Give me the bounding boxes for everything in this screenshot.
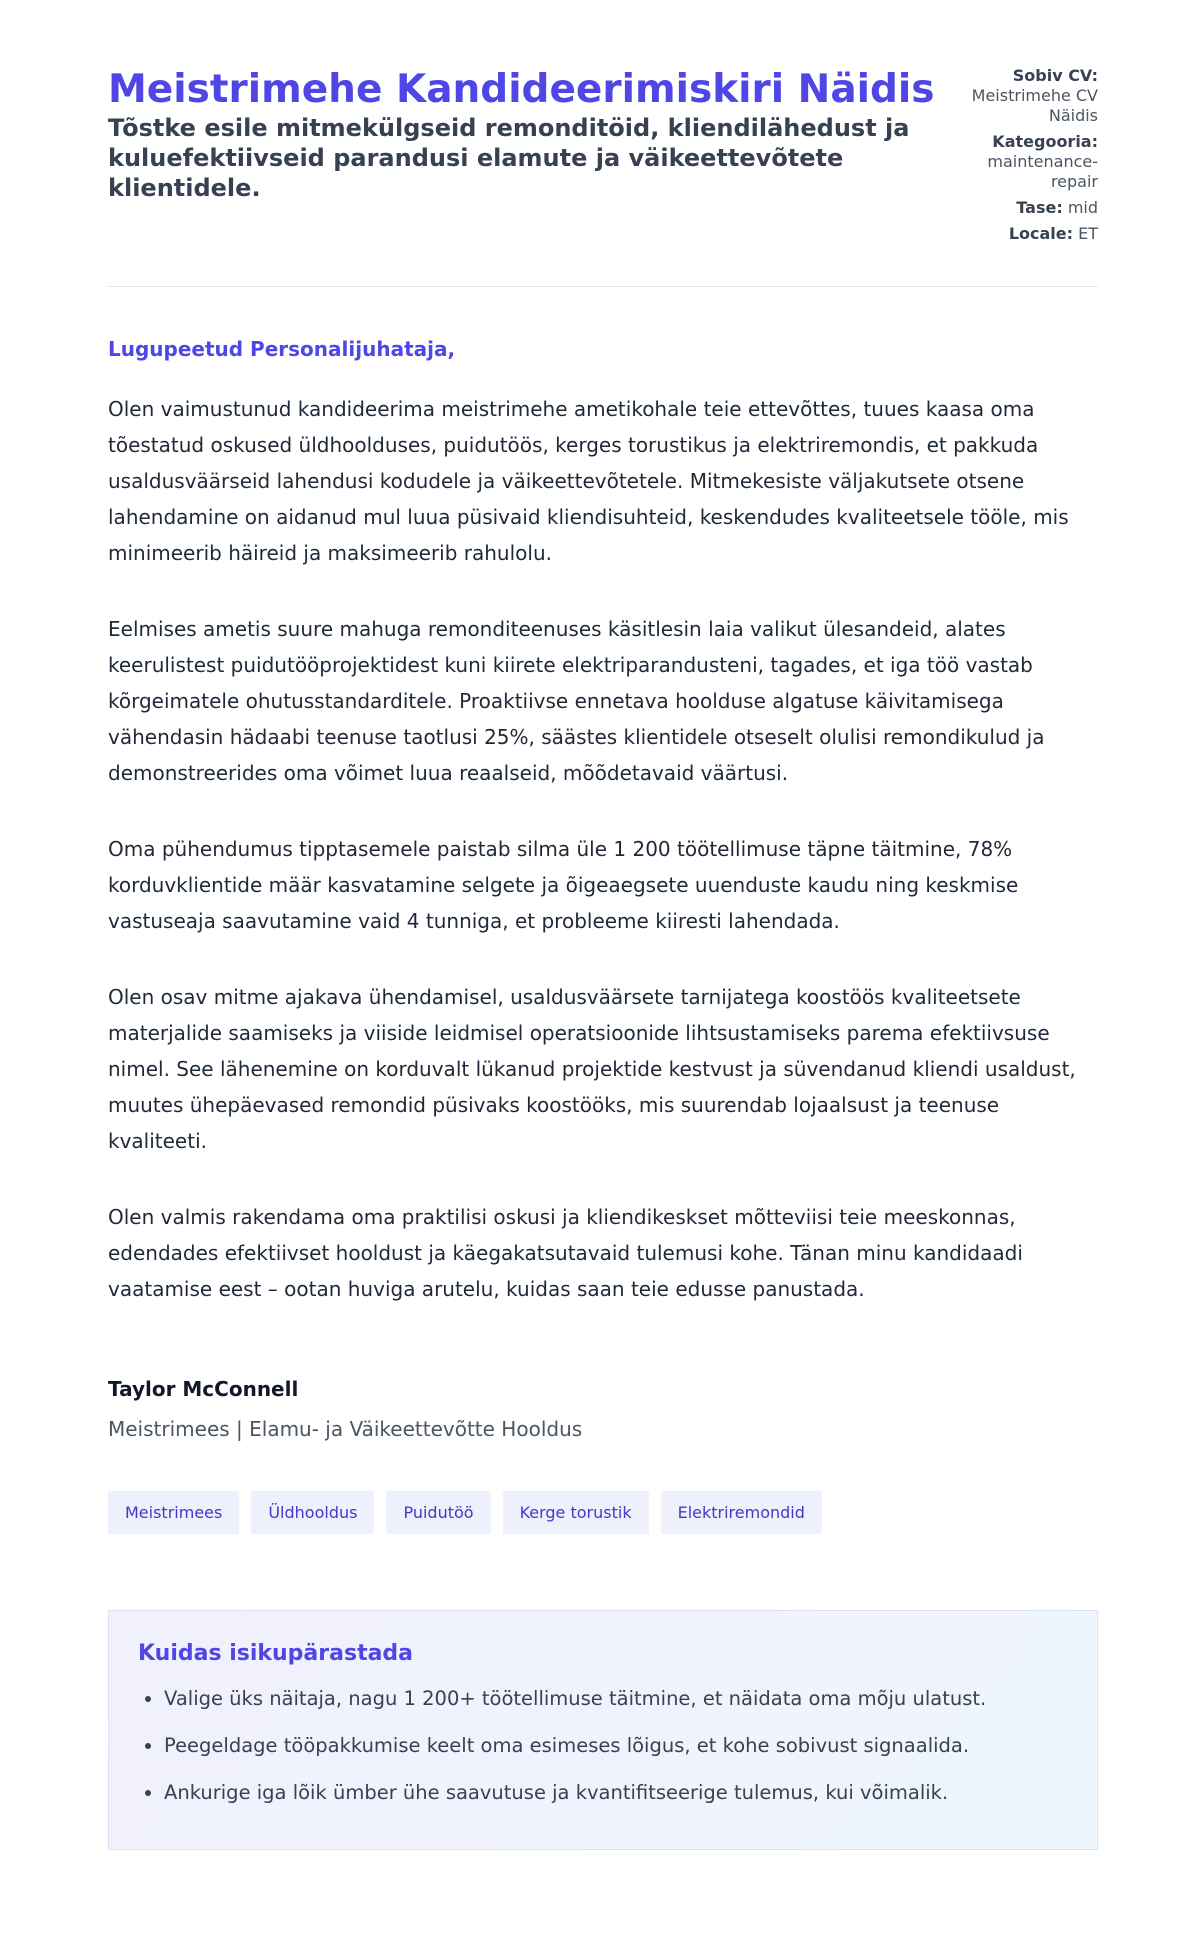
tip-item: • Valige üks näitaja, nagu 1 200+ töötellimuse täitmine, et näidata oma mõju ulatust. [164, 1684, 1068, 1713]
divider [108, 286, 1098, 287]
header [108, 66, 1098, 250]
meta-level [968, 198, 1098, 218]
paragraph: Eelmises ametis suure mahuga remonditeenuses käsitlesin laia valikut ülesandeid, alates keerulistest puidutööprojektidest kuni kiirete elektriparandusteni, tagades, et iga töö vastab kõrgeimatele ohutusstandarditele. Proaktiivse ennetava hoolduse algatuse käivitamisega vähendasin hädaabi teenuse taotlusi 25%, säästes klientidele otseselt olulisi remondikulud ja demonstreerides oma võimet luua reaalseid, mõõdetavaid väärtusi. [108, 617, 1045, 785]
meta-category [968, 132, 1098, 192]
paragraph: Oma pühendumus tipptasemele paistab silma üle 1 200 töötellimuse täpne täitmine, 78% korduvklientide määr kasvatamine selgete ja õigeaegsete uuenduste kaudu ning keskmise vastuseaja saavutamine vaid 4 tunniga, et probleeme kiiresti lahendada. [108, 837, 1019, 933]
paragraph: Olen osav mitme ajakava ühendamisel, usaldusväärsete tarnijatega koostöös kvaliteetsete materjalide saamiseks ja viiside leidmisel operatsioonide lihtsustamiseks parema efektiivsuse nimel. See lähenemine on korduvalt lükanud projektide kestvust ja süvendanud kliendi usaldust, muutes ühepäevased remondid püsivaks koostööks, mis suurendab lojaalsust ja teenuse kvaliteeti. [108, 985, 1076, 1153]
page-title: Meistrimehe Kandideerimiskiri Näidis [108, 67, 935, 112]
tag: Kerge torustik [503, 1491, 649, 1534]
signature-role: Meistrimees | Elamu- ja Väikeettevõtte Hooldus [108, 1417, 583, 1441]
tag: Elektriremondid [661, 1491, 822, 1534]
paragraph: Olen valmis rakendama oma praktilisi oskusi ja kliendikeskset mõtteviisi teie meeskonnas, edendades efektiivset hooldust ja käegakatsutavaid tulemusi kohe. Tänan minu kandidaadi vaatamise eest – ootan huviga arutelu, kuidas saan teie edusse panustada. [108, 1205, 1023, 1301]
meta-cv [968, 66, 1098, 126]
tips-title: Kuidas isikupärastada [138, 1641, 414, 1666]
meta-locale-value: ET [1078, 224, 1098, 243]
meta-category-value: maintenance-repair [987, 152, 1098, 191]
tag: Üldhooldus [251, 1491, 374, 1534]
tag: Puidutöö [386, 1491, 490, 1534]
signature-name: Taylor McConnell [108, 1377, 299, 1401]
meta-locale [968, 224, 1098, 244]
cover-letter-page [108, 66, 1098, 1850]
paragraph: Olen vaimustunud kandideerima meistrimehe ametikohale teie ettevõttes, tuues kaasa oma tõestatud oskused üldhoolduses, puidutöös, kerges torustikus ja elektriremondis, et pakkuda usaldusväärseid lahendusi kodudele ja väikeettevõtetele. Mitmekesiste väljakutsete otsene lahendamine on aidanud mul luua püsivaid kliendisuhteid, keskendudes kvaliteetsele tööle, mis minimeerib häireid ja maksimeerib rahulolu. [108, 397, 1069, 565]
tag: Meistrimees [108, 1491, 239, 1534]
meta-cv-label: Sobiv CV: [1012, 66, 1098, 85]
letter-body [108, 391, 1098, 1307]
tip-item: • Ankurige iga lõik ümber ühe saavutuse ja kvantifitseerige tulemus, kui võimalik. [164, 1778, 1068, 1807]
meta-panel [968, 66, 1098, 250]
meta-level-value: mid [1067, 198, 1098, 217]
tip-item: • Peegeldage tööpakkumise keelt oma esimeses lõigus, et kohe sobivust signaalida. [164, 1731, 1068, 1760]
meta-category-label: Kategooria: [992, 132, 1098, 151]
meta-cv-value: Meistrimehe CV Näidis [971, 86, 1098, 125]
tips-list [138, 1684, 1068, 1807]
greeting: Lugupeetud Personalijuhataja, [108, 337, 456, 361]
tag-list [108, 1491, 1098, 1534]
tips-box [108, 1610, 1098, 1850]
header-text [108, 66, 938, 203]
page-subtitle: Tõstke esile mitmekülgseid remonditöid, kliendilähedust ja kuluefektiivseid parandusi elamute ja väikeettevõtete klientidele. [108, 114, 910, 202]
meta-locale-label: Locale: [1008, 224, 1074, 243]
meta-level-label: Tase: [1016, 198, 1063, 217]
